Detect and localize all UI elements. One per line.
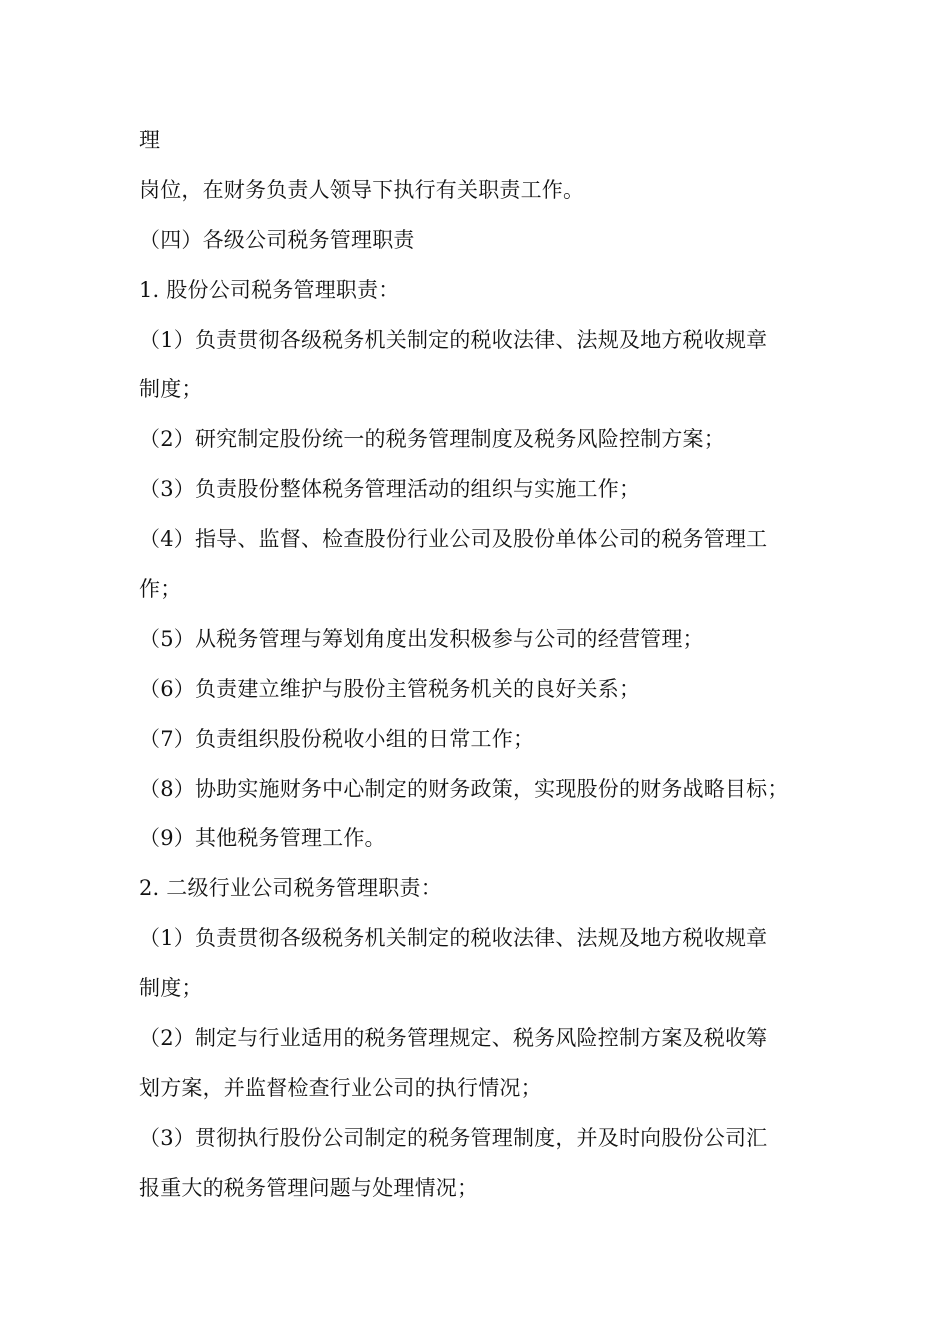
list-item-continuation: 划方案，并监督检查行业公司的执行情况； — [139, 1075, 542, 1100]
text-line: 岗位，在财务负责人领导下执行有关职责工作。 — [139, 177, 585, 202]
list-item-continuation: 报重大的税务管理问题与处理情况； — [139, 1175, 479, 1200]
list-item: （9）其他税务管理工作。 — [139, 826, 386, 851]
section-heading: （四）各级公司税务管理职责 — [139, 227, 415, 252]
list-item: （8）协助实施财务中心制定的财务政策，实现股份的财务战略目标； — [139, 776, 789, 801]
list-item-continuation: 制度； — [139, 976, 203, 1001]
list-item: （3）负责股份整体税务管理活动的组织与实施工作； — [139, 477, 641, 502]
list-item: （7）负责组织股份税收小组的日常工作； — [139, 726, 535, 751]
list-item: （5）从税务管理与筹划角度出发积极参与公司的经营管理； — [139, 626, 704, 651]
list-item: （3）贯彻执行股份公司制定的税务管理制度，并及时向股份公司汇 — [139, 1125, 768, 1150]
list-item: （1）负责贯彻各级税务机关制定的税收法律、法规及地方税收规章 — [139, 926, 768, 951]
list-item: （2）制定与行业适用的税务管理规定、税务风险控制方案及税收筹 — [139, 1026, 768, 1051]
list-item: （1）负责贯彻各级税务机关制定的税收法律、法规及地方税收规章 — [139, 327, 768, 352]
document-body — [139, 124, 819, 1222]
list-item-continuation: 作； — [139, 577, 182, 602]
subsection-heading: 2. 二级行业公司税务管理职责： — [139, 876, 442, 901]
subsection-heading: 1. 股份公司税务管理职责： — [139, 277, 400, 302]
text-line-continuation: 理 — [139, 128, 161, 152]
list-item-continuation: 制度； — [139, 377, 203, 402]
list-item: （4）指导、监督、检查股份行业公司及股份单体公司的税务管理工 — [139, 527, 768, 552]
list-item: （2）研究制定股份统一的税务管理制度及税务风险控制方案； — [139, 427, 725, 452]
list-item: （6）负责建立维护与股份主管税务机关的良好关系； — [139, 676, 641, 701]
